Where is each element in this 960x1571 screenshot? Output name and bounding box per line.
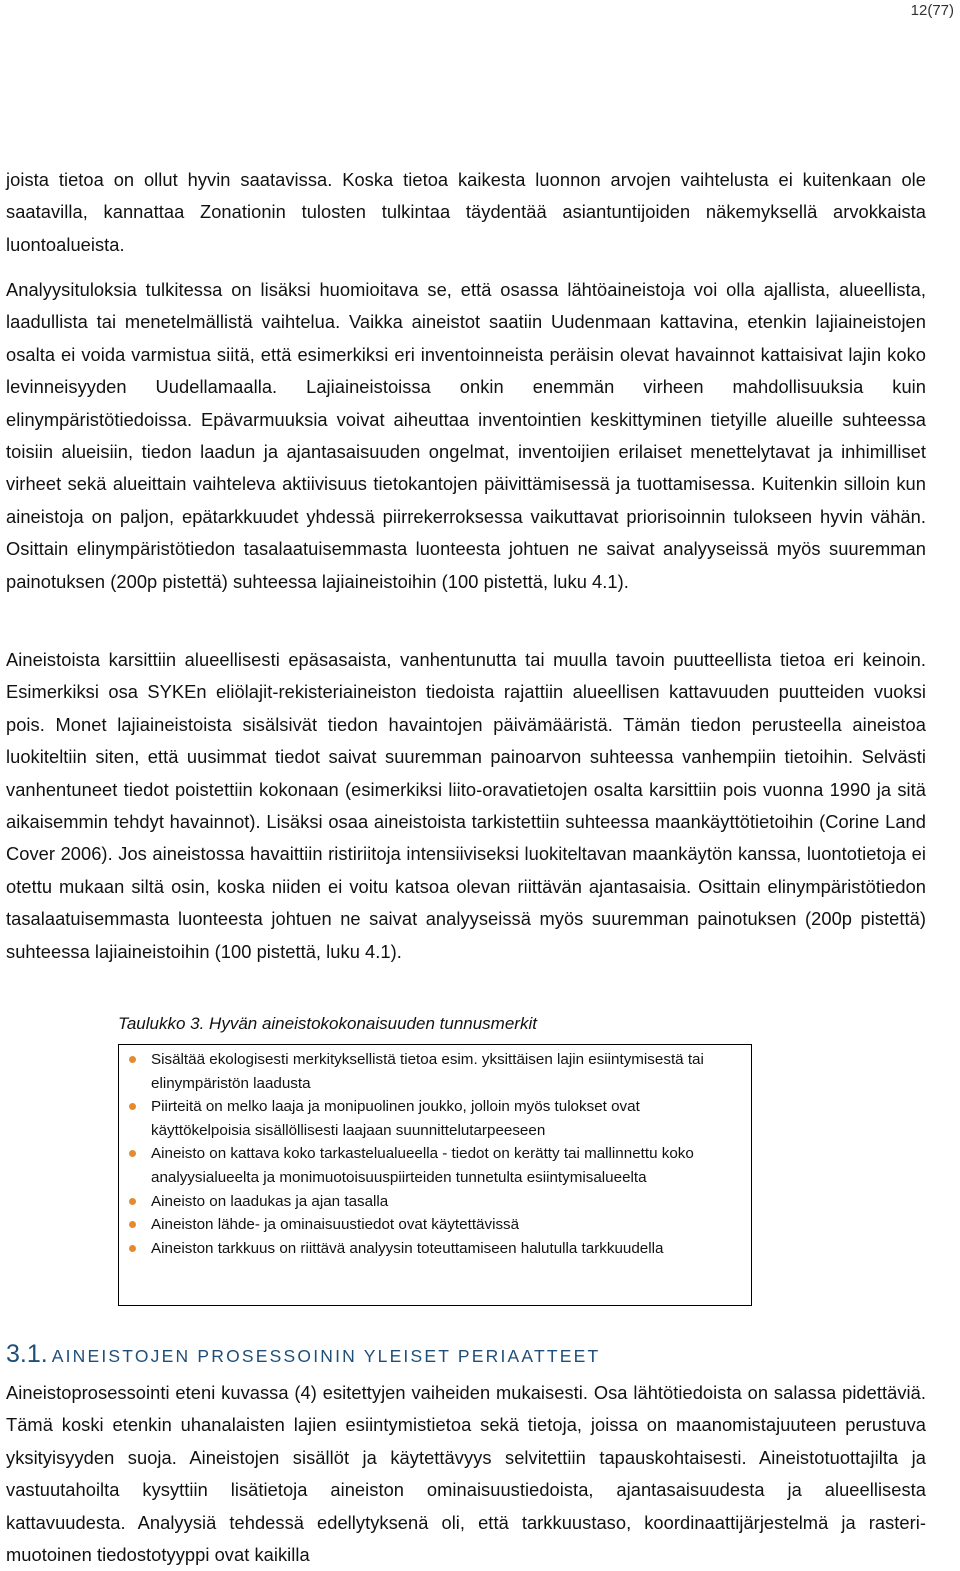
criteria-item: [123, 1142, 741, 1189]
bullet-icon: [129, 1056, 136, 1063]
bullet-icon: [129, 1150, 136, 1157]
criteria-text: Aineiston lähde- ja ominaisuustiedot ovat käytettävissä: [151, 1216, 520, 1234]
criteria-text: Piirteitä on melko laaja ja monipuolinen joukko, jolloin myös tulokset ovat käyttökelpoisia sisällöllisesti laajaan suunnittelutarpeeseen: [151, 1098, 640, 1139]
bullet-icon: [129, 1221, 136, 1228]
bullet-icon: [129, 1103, 136, 1110]
criteria-item: [123, 1213, 741, 1237]
paragraph-1: joista tietoa on ollut hyvin saatavissa. Koska tietoa kaikesta luonnon arvojen vaihtelusta ei kuitenkaan ole saatavilla, kannattaa Zonationin tulosten tulkintaa täydentää asiantuntijoiden näkemyksellä arvokkaista luontoalueista.: [6, 169, 926, 255]
section-heading: [6, 1340, 600, 1369]
criteria-text: Aineiston tarkkuus on riittävä analyysin toteuttamiseen halutulla tarkkuudella: [151, 1239, 664, 1257]
paragraph-3: Aineistoista karsittiin alueellisesti epäsasaista, vanhentunutta tai muulla tavoin puutteellista tietoa eri keinoin. Esimerkiksi osa SYKEn eliölajit-rekisteriaineiston tiedoista rajattiin alueellisen kattavuuden puutteiden vuoksi pois. Monet lajiaineistoista sisälsivät tiedon havaintojen päivämääristä. Tämän tiedon perusteella aineistoa luokiteltiin siten, että uusimmat tiedot saivat suuremman painoarvon suhteessa vanhempiin tietoihin. Selvästi vanhentuneet tiedot poistettiin kokonaan (esimerkiksi liito-oravatietojen osalta karsittiin pois vuonna 1990 ja sitä aikaisemmin tehdyt havainnot). Lisäksi osaa aineistoista tarkistettiin suhteessa maankäyttötietoihin (Corine Land Cover 2006). Jos aineistossa havaittiin ristiriitoja intensiiviseksi luokiteltavan maankäytön kanssa, luontotietoja ei otettu mukaan siltä osin, koska niiden ei voitu katsoa olevan riittävän ajantasaisia. Osittain elinympäristötiedon tasalaatuisemmasta luonteesta johtuen ne saivat analyyseissä myös suuremman painotuksen (200p pistettä) suhteessa lajiaineistoihin (100 pistettä, luku 4.1).: [6, 649, 926, 962]
section-number: 3.1.: [6, 1340, 48, 1368]
criteria-item: [123, 1095, 741, 1142]
criteria-item: [123, 1048, 741, 1095]
criteria-table: [118, 1044, 752, 1306]
section-title: AINEISTOJEN PROSESSOININ YLEISET PERIAATTEET: [51, 1346, 601, 1366]
table-caption: Taulukko 3. Hyvän aineistokokonaisuuden tunnusmerkit: [118, 1014, 537, 1033]
bullet-icon: [129, 1245, 136, 1252]
criteria-item: [123, 1190, 741, 1214]
criteria-text: Sisältää ekologisesti merkityksellistä tietoa esim. yksittäisen lajin esiintymisestä tai elinympäristön laadusta: [151, 1051, 704, 1092]
bullet-icon: [129, 1198, 136, 1205]
paragraph-4: Aineistoprosessointi eteni kuvassa (4) esitettyjen vaiheiden mukaisesti. Osa lähtötiedoista on salassa pidettäviä. Tämä koski etenkin uhanalaisten lajien esiintymistietoa sekä tietoja, joissa on maanomistajuuteen perustuva yksityisyyden suoja. Aineistojen sisällöt ja käytettävyys selvitettiin tapauskohtaisesti. Aineistotuottajilta ja vastuutahoilta kysyttiin lisätietoja aineiston ominaisuustiedoista, ajantasaisuudesta ja alueellisesta kattavuudesta. Analyysiä tehdessä edellytyksenä oli, että tarkkuustaso, koordinaattijärjestelmä ja rasteri-muotoinen tiedostotyyppi ovat kaikilla: [6, 1382, 926, 1566]
paragraph-2: Analyysituloksia tulkitessa on lisäksi huomioitava se, että osassa lähtöaineistoja voi olla ajallista, alueellista, laadullista tai menetelmällistä vaihtelua. Vaikka aineistot saatiin Uudenmaan kattavina, etenkin lajiaineistojen osalta ei voida varmistua siitä, että esimerkiksi eri inventoinneista peräisin olevat havainnot kattaisivat lajin koko levinneisyyden Uudellamaalla. Lajiaineistoissa onkin enemmän virheen mahdollisuuksia kuin elinympäristötiedoissa. Epävarmuuksia voivat aiheuttaa inventointien keskittyminen tietyille alueille suhteessa toisiin alueisiin, tiedon laadun ja ajantasaisuuden ongelmat, inventoijien erilaiset menettelytavat ja inhimilliset virheet sekä alueittain vaihteleva aktiivisuus tietokantojen päivittämisessä ja tuottamisessa. Kuitenkin silloin kun aineistoja on paljon, epätarkkuudet yhdessä piirrekerroksessa vaikuttavat priorisoinnin tulokseen hyvin vähän. Osittain elinympäristötiedon tasalaatuisemmasta luonteesta johtuen ne saivat analyyseissä myös suuremman painotuksen (200p pistettä) suhteessa lajiaineistoihin (100 pistettä, luku 4.1).: [6, 279, 926, 592]
criteria-list: [123, 1048, 741, 1260]
criteria-text: Aineisto on laadukas ja ajan tasalla: [151, 1192, 389, 1210]
criteria-text: Aineisto on kattava koko tarkastelualueella - tiedot on kerätty tai mallinnettu koko analyysialueelta ja monimuotoisuuspiirteiden tunnetulta esiintymisalueelta: [151, 1145, 694, 1186]
criteria-item: [123, 1237, 741, 1261]
page-number: 12(77): [910, 2, 954, 19]
